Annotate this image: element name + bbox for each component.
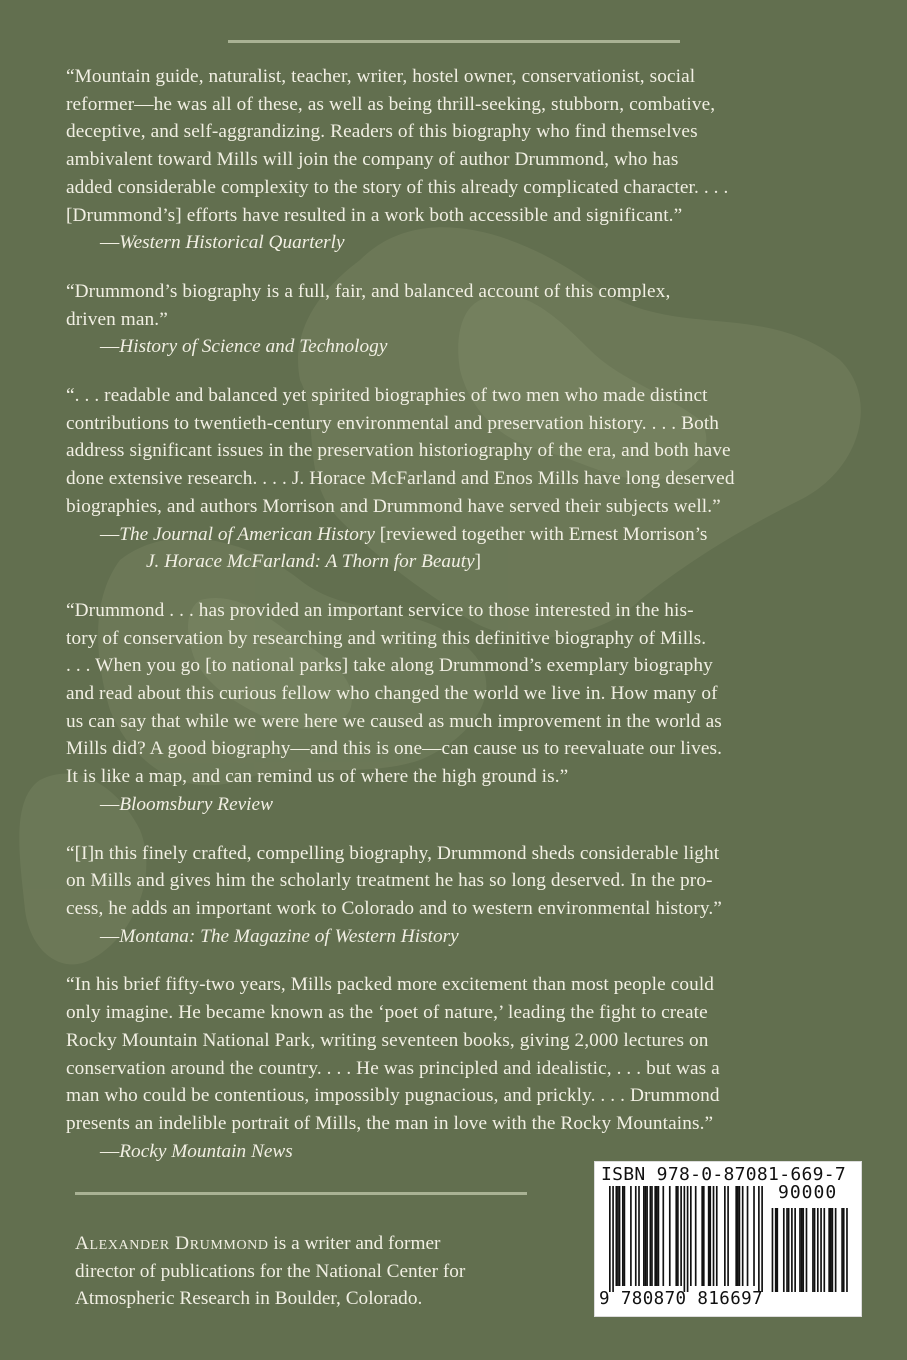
- barcode-bar: [622, 1186, 624, 1286]
- review-western-historical-quarterly: [66, 63, 846, 257]
- addon-bar: [783, 1208, 785, 1292]
- addon-bar: [846, 1208, 848, 1292]
- barcode-bar: [709, 1186, 711, 1286]
- barcode-guard-bar: [684, 1186, 686, 1292]
- addon-bar: [791, 1208, 793, 1292]
- review-source: —Montana: The Magazine of Western History: [100, 925, 459, 947]
- barcode-bar: [651, 1186, 653, 1286]
- price-code: 90000: [778, 1182, 838, 1203]
- barcode-bar: [654, 1186, 656, 1286]
- addon-bar: [814, 1208, 816, 1292]
- addon-bar: [830, 1208, 832, 1292]
- barcode-bar: [724, 1186, 726, 1286]
- barcode-bar: [650, 1186, 652, 1286]
- review-journal-american-history: [66, 382, 846, 576]
- review-montana-magazine: [66, 840, 846, 951]
- author-bio: Alexander Drummond is a writer and former director of publications for the National Center for Atmospheric Research in Boulder, Colorado.: [75, 1233, 466, 1309]
- barcode-bar: [677, 1186, 679, 1286]
- addon-bar: [776, 1208, 778, 1292]
- barcode-bar: [645, 1186, 647, 1286]
- addon-bar: [823, 1208, 825, 1292]
- review-quote: “. . . readable and balanced yet spirited biographies of two men who made distinct contributions to twentieth-century environmental and preservation history. . . . Both address significant issues in the preservation historiography of the era, and both have done extensive research. . . . J. Horace McFarland and Enos Mills have long deserved biographies, and authors Morrison and Drummond have served their subjects well.”: [66, 385, 735, 517]
- bottom-rule: [75, 1192, 527, 1195]
- addon-bar: [794, 1208, 796, 1292]
- barcode-bar: [635, 1186, 637, 1286]
- addon-bar: [812, 1208, 814, 1292]
- barcode-bar: [643, 1186, 645, 1286]
- review-source: —Western Historical Quarterly: [100, 232, 345, 254]
- barcode-bar: [703, 1186, 705, 1286]
- addon-bar: [772, 1208, 774, 1292]
- top-rule: [228, 40, 680, 43]
- review-rocky-mountain-news: [66, 971, 846, 1165]
- barcode-bar: [690, 1186, 692, 1286]
- barcode-bar: [716, 1186, 718, 1286]
- isbn-barcode: [594, 1161, 862, 1317]
- barcode-bar: [615, 1186, 617, 1286]
- barcode-bar: [658, 1186, 660, 1286]
- barcode-bar: [646, 1186, 648, 1286]
- barcode-bar: [656, 1186, 658, 1286]
- addon-bar: [841, 1208, 843, 1292]
- barcode-bar: [708, 1186, 710, 1286]
- review-history-of-science: [66, 278, 846, 361]
- barcode-guard-bar: [758, 1186, 760, 1292]
- barcode-guard-bar: [761, 1186, 763, 1292]
- addon-bar: [799, 1208, 801, 1292]
- barcode-bar: [713, 1186, 715, 1286]
- author-name: Alexander Drummond: [75, 1233, 269, 1254]
- review-quote: “Drummond . . . has provided an important service to those interested in the his- tory of conservation by researching and writing this definitive biography of Mills. . . . When you go [to national parks] take along Drummond’s exemplary biography and read about this curious fellow who changed the world we live in. How many of us can say that while we were here we caused as much improvement in the world as Mills did? A good biography—and this is one—can cause us to reevaluate our lives. It is like a map, and can remind us of where the high ground is.”: [66, 599, 723, 788]
- barcode-bar: [662, 1186, 664, 1286]
- barcode-bar: [675, 1186, 677, 1286]
- addon-bar: [788, 1208, 790, 1292]
- addon-bar: [828, 1208, 830, 1292]
- barcode-bar: [742, 1186, 744, 1286]
- isbn-label: ISBN 978-0-87081-669-7: [601, 1164, 847, 1185]
- barcode-bar: [701, 1186, 703, 1286]
- barcode-guard-bar: [609, 1186, 611, 1292]
- barcode-bar: [630, 1186, 632, 1286]
- barcode-bar: [753, 1186, 755, 1286]
- addon-bar: [801, 1208, 803, 1292]
- barcode-bar: [695, 1186, 697, 1286]
- barcode-guard-bar: [612, 1186, 614, 1292]
- review-source: —Rocky Mountain News: [100, 1140, 293, 1162]
- review-quote: “[I]n this finely crafted, compelling biography, Drummond sheds considerable light on Mills and gives him the scholarly treatment he has so long deserved. In the pro- cess, he adds an important work to Colorado and to western environmental history.”: [66, 842, 722, 919]
- barcode-bar: [737, 1186, 739, 1286]
- barcode-bar: [624, 1186, 626, 1286]
- barcode-bar: [727, 1186, 729, 1286]
- ean-digits: 9 780870 816697: [599, 1289, 764, 1309]
- addon-bar: [806, 1208, 808, 1292]
- addon-bar: [817, 1208, 819, 1292]
- barcode-bar: [669, 1186, 671, 1286]
- addon-bar: [802, 1208, 804, 1292]
- review-quote: “Mountain guide, naturalist, teacher, writer, hostel owner, conservationist, social reformer—he was all of these, as well as being thrill-seeking, stubborn, combative, deceptive, and self-aggrandizing. Readers of this biography who find themselves ambivalent toward Mills will join the company of author Drummond, who has added considerable complexity to the story of this already complicated character. . . . [Drummond’s] efforts have resulted in a work both accessible and significant.”: [66, 66, 729, 226]
- barcode-bar: [680, 1186, 682, 1286]
- addon-bar: [786, 1208, 788, 1292]
- addon-bar: [832, 1208, 834, 1292]
- review-quote: “Drummond’s biography is a full, fair, and balanced account of this complex, driven man.”: [66, 280, 671, 330]
- barcode-bar: [617, 1186, 619, 1286]
- barcode-bar: [739, 1186, 741, 1286]
- review-source: —History of Science and Technology: [100, 336, 388, 358]
- review-quotes: [66, 63, 846, 1186]
- addon-bar: [775, 1208, 777, 1292]
- barcode-bar: [747, 1186, 749, 1286]
- review-bloomsbury-review: [66, 597, 846, 819]
- review-source: —Bloomsbury Review: [100, 793, 273, 815]
- barcode-guard-bar: [687, 1186, 689, 1292]
- barcode-bar: [619, 1186, 621, 1286]
- addon-bar: [843, 1208, 845, 1292]
- review-source: —The Journal of American History [reviewed together with Ernest Morrison’s J. Horace McFarland: A Thorn for Beauty]: [100, 523, 708, 573]
- barcode-bar: [638, 1186, 640, 1286]
- barcode-bar: [735, 1186, 737, 1286]
- review-quote: “In his brief fifty-two years, Mills packed more excitement than most people could only imagine. He became known as the ‘poet of nature,’ leading the fight to create Rocky Mountain National Park, writing seventeen books, giving 2,000 lectures on conservation around the country. . . . He was principled and idealistic, . . . but was a man who could be contentious, impossibly pugnacious, and prickly. . . . Drummond presents an indelible portrait of Mills, the man in love with the Rocky Mountains.”: [66, 974, 720, 1134]
- addon-bar: [820, 1208, 822, 1292]
- addon-bar: [835, 1208, 837, 1292]
